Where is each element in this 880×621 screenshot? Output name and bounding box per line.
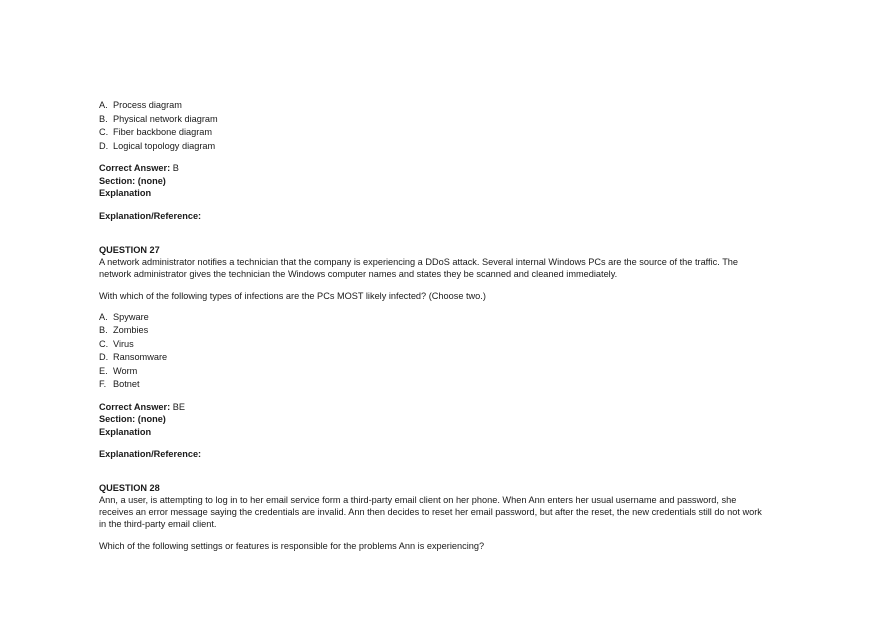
option-text: Process diagram <box>113 100 182 110</box>
document-content <box>99 99 767 552</box>
list-item <box>99 140 767 154</box>
option-letter: D. <box>99 352 109 362</box>
option-letter: C. <box>99 338 109 349</box>
option-letter: F. <box>99 379 107 389</box>
list-item <box>99 113 767 127</box>
list-item <box>99 365 767 379</box>
option-letter: E. <box>99 365 108 376</box>
option-letter: B. <box>99 113 108 124</box>
list-item <box>99 378 767 392</box>
explanation-reference: Explanation/Reference: <box>99 449 202 459</box>
list-item <box>99 99 767 113</box>
option-letter: D. <box>99 140 109 151</box>
section-line: Section: (none) <box>99 414 166 424</box>
question-heading: QUESTION 28 <box>99 483 160 493</box>
explanation-line: Explanation <box>99 426 152 437</box>
option-text: Worm <box>113 365 138 376</box>
correct-answer-value: B <box>170 163 179 173</box>
correct-answer-value: BE <box>170 401 185 412</box>
option-text: Physical network diagram <box>113 113 218 124</box>
question-text: Ann, a user, is attempting to log in to her email service form a third-party email client on her phone. When Ann enters her usual username and password, she receives an error message saying the credentials are invalid. Ann then decides to reset her email password, but after the reset, the new credentials still do not work in the third-party email client. <box>99 495 762 529</box>
answer-block <box>99 162 767 200</box>
list-item <box>99 126 767 140</box>
list-item <box>99 311 767 325</box>
option-letter: A. <box>99 311 108 322</box>
q27-options-list <box>99 311 767 392</box>
correct-answer-line <box>99 401 767 414</box>
question-prompt: Which of the following settings or features is responsible for the problems Ann is experiencing? <box>99 541 485 551</box>
option-text: Virus <box>113 338 134 349</box>
question-heading: QUESTION 27 <box>99 244 160 255</box>
section-line: Section: (none) <box>99 175 166 186</box>
option-text: Zombies <box>113 325 149 335</box>
question-text: A network administrator notifies a technician that the company is experiencing a DDoS attack. Several internal Windows PCs are the source of the traffic. The network administrator gives the technician the Windows computer names and states they be scanned and cleaned immediately. <box>99 256 739 279</box>
correct-answer-label: Correct Answer: <box>99 401 171 412</box>
option-text: Logical topology diagram <box>113 140 216 151</box>
top-options-list <box>99 99 767 153</box>
option-text: Ransomware <box>113 352 168 362</box>
answer-block <box>99 401 767 439</box>
list-item <box>99 338 767 352</box>
list-item <box>99 351 767 365</box>
option-text: Spyware <box>113 311 149 322</box>
explanation-line: Explanation <box>99 188 152 198</box>
option-letter: B. <box>99 325 108 335</box>
explanation-reference: Explanation/Reference: <box>99 210 202 221</box>
option-letter: A. <box>99 100 108 110</box>
correct-answer-line <box>99 162 767 175</box>
correct-answer-label: Correct Answer: <box>99 163 171 173</box>
list-item <box>99 324 767 338</box>
option-text: Botnet <box>113 379 140 389</box>
option-text: Fiber backbone diagram <box>113 127 213 137</box>
question-prompt: With which of the following types of infections are the PCs MOST likely infected? (Choose two.) <box>99 290 486 301</box>
option-letter: C. <box>99 127 109 137</box>
